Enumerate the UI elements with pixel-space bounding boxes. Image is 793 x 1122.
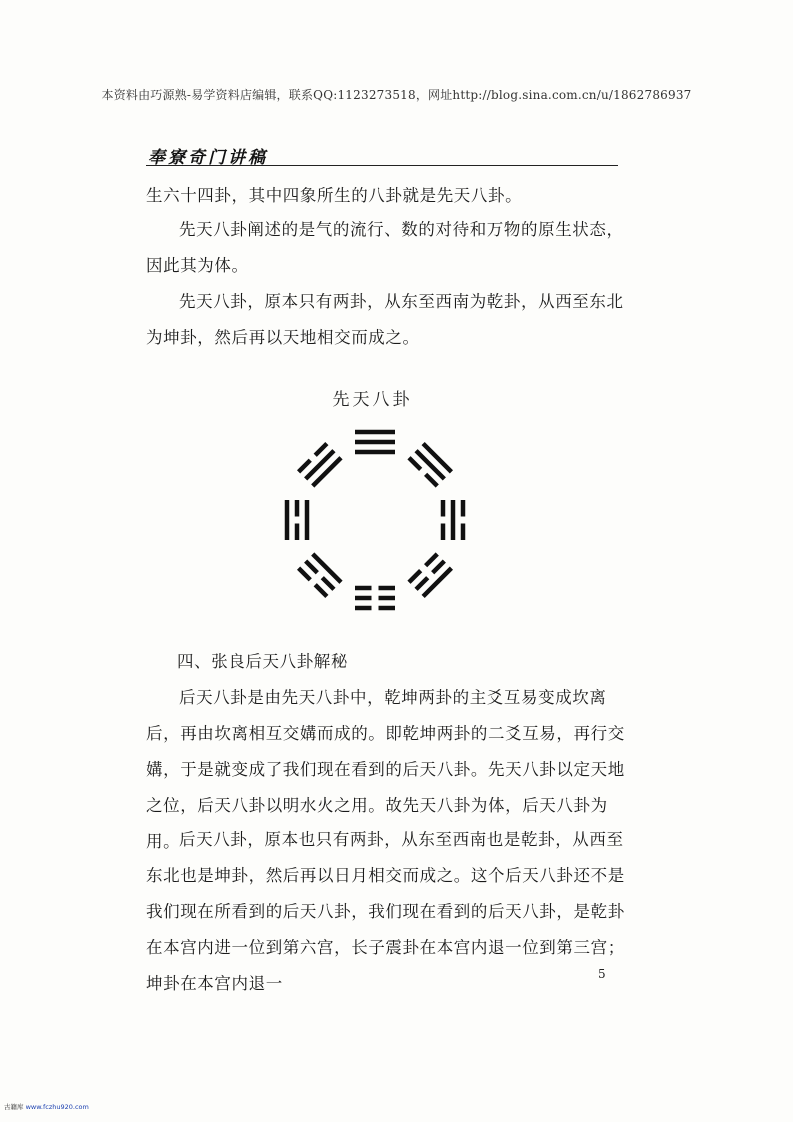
section-heading: 四、张良后天八卦解秘 [177, 652, 348, 671]
yin-line-segment [407, 569, 422, 584]
yin-line-segment [441, 524, 446, 541]
paragraph: 先天八卦，原本只有两卦，从东至西南为乾卦，从西至东北为坤卦，然后再以天地相交而成之。 [146, 292, 624, 347]
trigram-xun [407, 442, 453, 488]
yin-line-segment [355, 596, 372, 601]
header-rule [146, 165, 618, 166]
yang-line [355, 450, 395, 455]
yin-line-segment [314, 442, 329, 457]
yang-line [305, 500, 310, 540]
paragraph: 后天八卦是由先天八卦中，乾坤两卦的主爻互易变成坎离后，再由坎离相互交媾而成的。即乾坤两卦的二爻互易，再行交媾，于是就变成了我们现在看到的后天八卦。先天八卦以定天地之位，后天八卦以明水火之用。故先天八卦为体，后天八卦为用。 [146, 688, 625, 851]
yin-line-segment [461, 524, 466, 541]
yin-line-segment [441, 500, 446, 517]
yang-line [285, 500, 290, 540]
yin-line-segment [379, 596, 396, 601]
page-number: 5 [598, 967, 606, 981]
yang-line [451, 500, 456, 540]
yin-line-segment [295, 500, 300, 517]
footer-site-link[interactable]: www.fczhu920.com [25, 1103, 89, 1111]
yin-line-segment [304, 559, 319, 574]
trigram-dui [297, 442, 343, 488]
paragraph-continuation: 生六十四卦，其中四象所生的八卦就是先天八卦。 [146, 186, 523, 205]
footer-credit [4, 1102, 89, 1111]
yin-line-segment [414, 576, 429, 591]
yin-line-segment [431, 559, 446, 574]
trigram-kun [355, 586, 395, 611]
yin-line-segment [407, 456, 422, 471]
yin-line-segment [461, 500, 466, 517]
yang-line [355, 430, 395, 435]
running-head: 奉寮奇门讲稿 [148, 148, 268, 168]
yin-line-segment [379, 586, 396, 591]
yin-line-segment [355, 606, 372, 611]
paragraph: 后天八卦，原本也只有两卦，从东至西南也是乾卦，从西至东北也是坤卦，然后再以日月相交而成之。这个后天八卦还不是我们现在所看到的后天八卦，我们现在看到的后天八卦，是乾卦在本宫内进一位到第六宫，长子震卦在本宫内退一位到第三宫；坤卦在本宫内退一 [146, 830, 625, 993]
trigram-zhen [297, 552, 343, 598]
trigram-li [285, 500, 310, 540]
yin-line-segment [295, 524, 300, 541]
yin-line-segment [355, 586, 372, 591]
diagram-title: 先天八卦 [332, 390, 413, 410]
yin-line-segment [424, 473, 439, 488]
trigram-qian [355, 430, 395, 455]
yin-line-segment [297, 459, 312, 474]
trigram-gen [407, 552, 453, 598]
trigram-kan [441, 500, 466, 540]
source-watermark: 本资料由巧源熟-易学资料店编辑，联系QQ:1123273518，网址http://blog.sina.com.cn/u/1862786937 [101, 88, 692, 102]
yin-line-segment [321, 576, 336, 591]
bagua-diagram [270, 420, 480, 620]
yin-line-segment [297, 567, 312, 582]
yin-line-segment [314, 583, 329, 598]
yin-line-segment [379, 606, 396, 611]
footer-label: 古籍库 [4, 1103, 24, 1111]
yin-line-segment [424, 552, 439, 567]
yang-line [355, 440, 395, 445]
paragraph: 先天八卦阐述的是气的流行、数的对待和万物的原生状态，因此其为体。 [146, 220, 624, 275]
